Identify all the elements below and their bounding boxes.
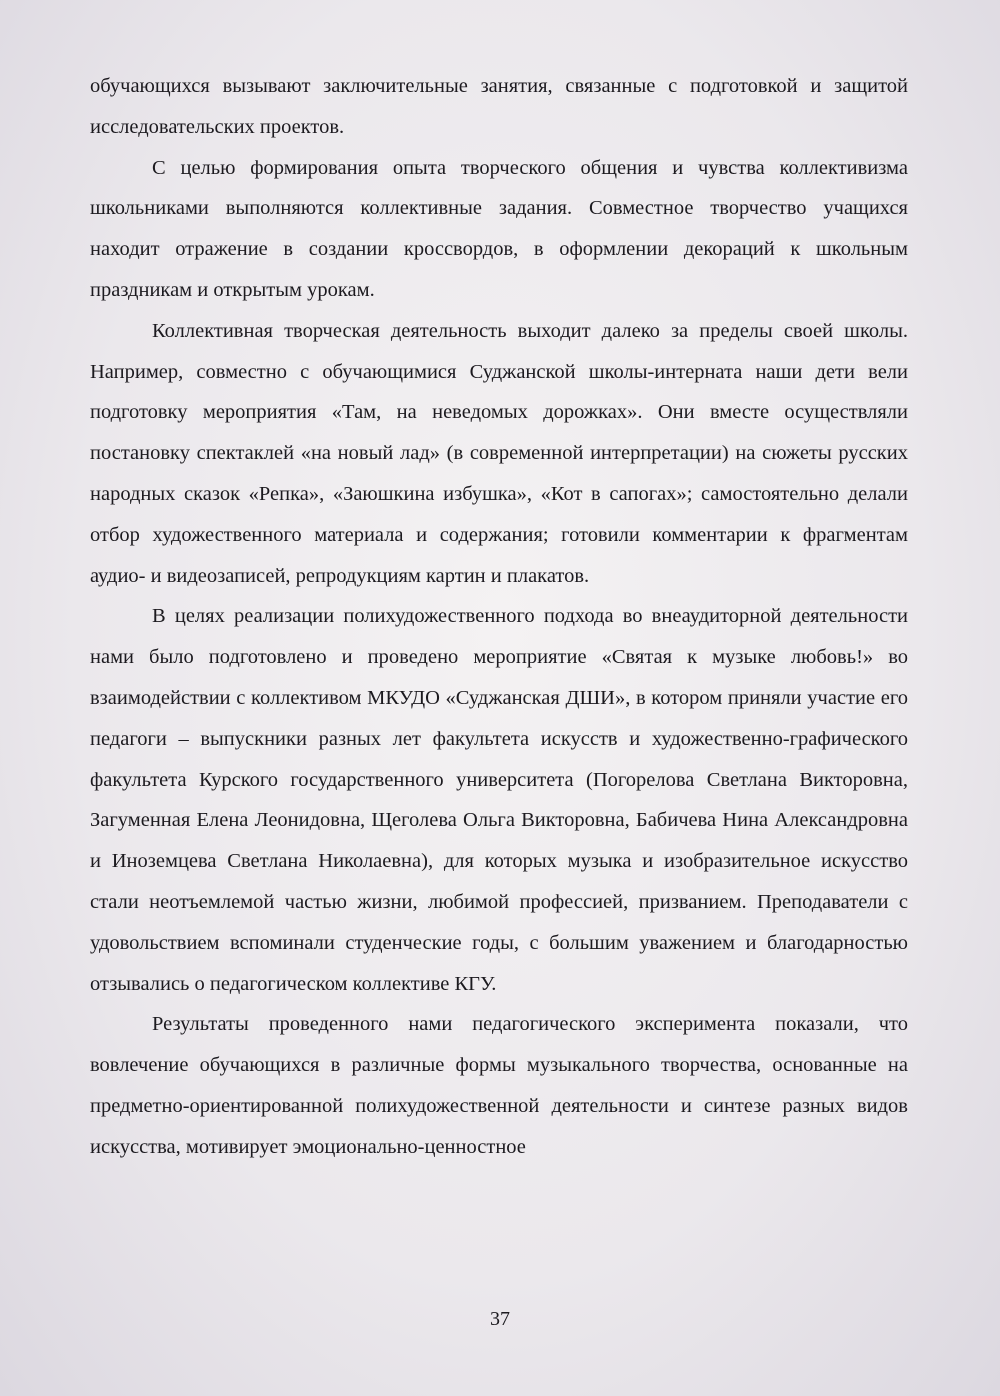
paragraph-2: С целью формирования опыта творческого общения и чувства коллективизма школьниками выполняются коллективные задания. Совместное творчество учащихся находит отражение в создании кроссвордов, в оформлении декораций к школьным праздникам и открытым урокам. <box>90 156 908 301</box>
paragraph-3: Коллективная творческая деятельность выходит далеко за пределы своей школы. Например, совместно с обучающимися Суджанской школы-интерната наши дети вели подготовку мероприятия «Там, на неведомых дорожках». Они вместе осуществляли постановку спектаклей «на новый лад» (в современной интерпретации) на сюжеты русских народных сказок «Репка», «Заюшкина избушка», «Кот в сапогах»; самостоятельно делали отбор художественного материала и содержания; готовили комментарии к фрагментам аудио- и видеозаписей, репродукциям картин и плакатов. <box>90 319 908 587</box>
paragraph-1: обучающихся вызывают заключительные занятия, связанные с подготовкой и защитой исследовательских проектов. <box>90 75 908 138</box>
paragraph-5: Результаты проведенного нами педагогического эксперимента показали, что вовлечение обучающихся в различные формы музыкального творчества, основанные на предметно-ориентированной полихудожественной деятельности и синтезе разных видов искусства, мотивирует эмоционально-ценностное <box>90 1013 908 1158</box>
body-text <box>90 66 908 1168</box>
paragraph-4: В целях реализации полихудожественного подхода во внеаудиторной деятельности нами было подготовлено и проведено мероприятие «Святая к музыке любовь!» во взаимодействии с коллективом МКУДО «Суджанская ДШИ», в котором приняли участие его педагоги – выпускники разных лет факультета искусств и художественно-графического факультета Курского государственного университета (Погорелова Светлана Викторовна, Загуменная Елена Леонидовна, Щеголева Ольга Викторовна, Бабичева Нина Александровна и Иноземцева Светлана Николаевна), для которых музыка и изобразительное искусство стали неотъемлемой частью жизни, любимой профессией, призванием. Преподаватели с удовольствием вспоминали студенческие годы, с большим уважением и благодарностью отзывались о педагогическом коллективе КГУ. <box>90 605 908 995</box>
page-number: 37 <box>490 1308 510 1330</box>
